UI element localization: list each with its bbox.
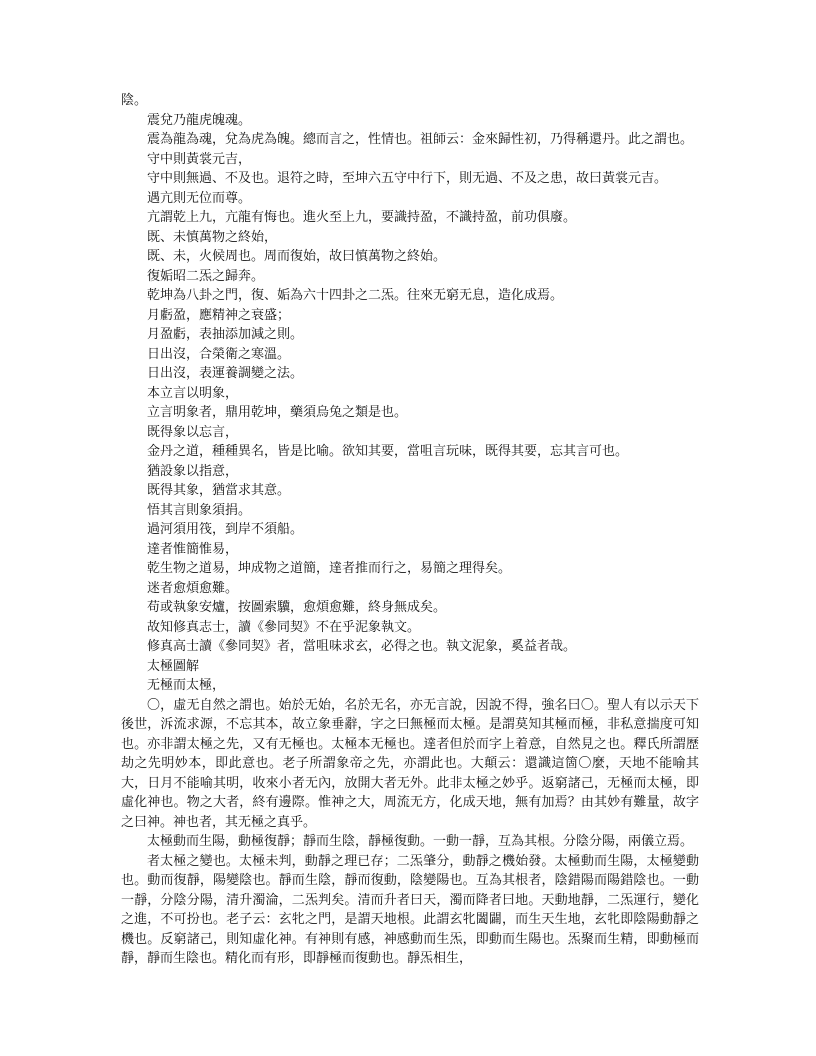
text-paragraph: 本立言以明象，	[147, 385, 239, 401]
text-paragraph: 遇亢則无位而尊。	[147, 190, 252, 206]
text-paragraph: 修真高士讀《參同契》者，當咀味求玄，必得之也。執文泥象，奚益者哉。	[147, 639, 577, 654]
text-paragraph: 既得其象，猶當求其意。	[147, 483, 291, 498]
text-paragraph: 守中則無過、不及也。退符之時，至坤六五守中行下，則无過、不及之患，故曰黃裳元吉。	[147, 171, 668, 186]
text-paragraph: 者太極之變也。太極未判，動靜之理已存；二炁肇分，動靜之機始發。太極動而生陽，太極變動也。動而復靜，陽變陰也。靜而生陰，靜而復動，陰變陽也。互為其根者，陰錯陽而陽錯陰也。一動一靜，分陰分陽，清升濁淪，二炁判矣。清而升者曰天，濁而降者曰地。天動地靜，二炁運行，變化之進，不可扮也。老子云：玄牝之門，是謂天地根。此謂玄牝闔闢，而生天生地，玄牝即陰陽動靜之機也。反窮諸己，則知虛化神。有神則有感，神感動而生炁，即動而生陽也。炁聚而生精，即動極而靜，靜而生陰也。精化而有形，即靜極而復動也。靜炁相生，	[121, 853, 699, 966]
text-paragraph: 守中則黃裳元吉，	[147, 151, 252, 167]
document-page	[121, 91, 699, 969]
text-paragraph: 既、未，火候周也。周而復始，故曰慎萬物之終始。	[147, 249, 447, 264]
text-paragraph: 猶設象以指意，	[147, 463, 239, 479]
text-paragraph: 悟其言則象須捐。	[147, 502, 252, 518]
text-paragraph: 日出沒，合榮衛之寒溫。	[147, 346, 291, 362]
text-paragraph: 亢謂乾上九，亢龍有悔也。進火至上九，要識持盈，不識持盈，前功俱廢。	[147, 210, 577, 225]
text-paragraph: 立言明象者，鼎用乾坤，藥須烏兔之類是也。	[147, 405, 408, 420]
text-paragraph: 震為龍為魂，兌為虎為魄。總而言之，性情也。祖師云：金來歸性初，乃得稱還丹。此之謂也。	[147, 132, 694, 147]
text-paragraph: 苟或執象安爐，按圖索驥，愈煩愈難，終身無成矣。	[147, 600, 447, 615]
text-paragraph: 既得象以忘言，	[147, 424, 239, 440]
text-paragraph: 迷者愈煩愈難。	[147, 580, 239, 596]
text-paragraph: 陰。	[121, 93, 148, 108]
text-paragraph: 无極而太極，	[147, 678, 226, 693]
text-paragraph: 金丹之道，種種異名，皆是比喻。欲知其要，當咀言玩味，既得其要，忘其言可也。	[147, 444, 629, 459]
text-paragraph: 既、未慎萬物之終始，	[147, 229, 278, 245]
text-paragraph: 月盈虧，表抽添加減之則。	[147, 327, 304, 342]
text-paragraph: 乾生物之道易，坤成物之道簡，達者推而行之，易簡之理得矣。	[147, 561, 512, 576]
text-paragraph: 震兌乃龍虎魄魂。	[147, 112, 252, 128]
text-paragraph: 太極動而生陽，動極復靜；靜而生陰，靜極復動。一動一靜，互為其根。分陰分陽，兩儀立焉。	[147, 834, 694, 849]
text-paragraph: 月虧盈，應精神之衰盛；	[147, 307, 291, 323]
text-paragraph: 〇，虛无自然之謂也。始於无始，名於无名，亦无言說，因說不得，強名曰〇。聖人有以示天下後世，泝流求源，不忘其本，故立象垂辭，字之曰無極而太極。是謂莫知其極而極，非私意揣度可知也。亦非謂太極之先，又有无極也。太極本无極也。達者但於而字上着意，自然見之也。釋氏所謂歷劫之先明妙本，即此意也。老子所謂象帝之先，亦謂此也。大顛云：還識這箇〇麼，天地不能喻其大，日月不能喻其明，收來小者无內，放開大者无外。此非太極之妙乎。返窮諸己，无極而太極，即虛化神也。物之大者，終有邊際。惟神之大，周流无方，化成天地，無有加焉？由其妙有難量，故字之曰神。神也者，其无極之真乎。	[121, 697, 699, 830]
text-paragraph: 日出沒，表運養調變之法。	[147, 366, 304, 381]
text-paragraph: 達者惟簡惟易，	[147, 541, 239, 557]
text-paragraph: 乾坤為八卦之門，復、姤為六十四卦之二炁。往來无窮无息，造化成焉。	[147, 288, 564, 303]
text-paragraph: 過河須用筏，到岸不須船。	[147, 522, 304, 537]
text-paragraph: 復姤昭二炁之歸奔。	[147, 268, 265, 284]
text-paragraph: 故知修真志士，讀《參同契》不在乎泥象執文。	[147, 619, 421, 635]
text-paragraph: 太極圖解	[147, 658, 200, 674]
